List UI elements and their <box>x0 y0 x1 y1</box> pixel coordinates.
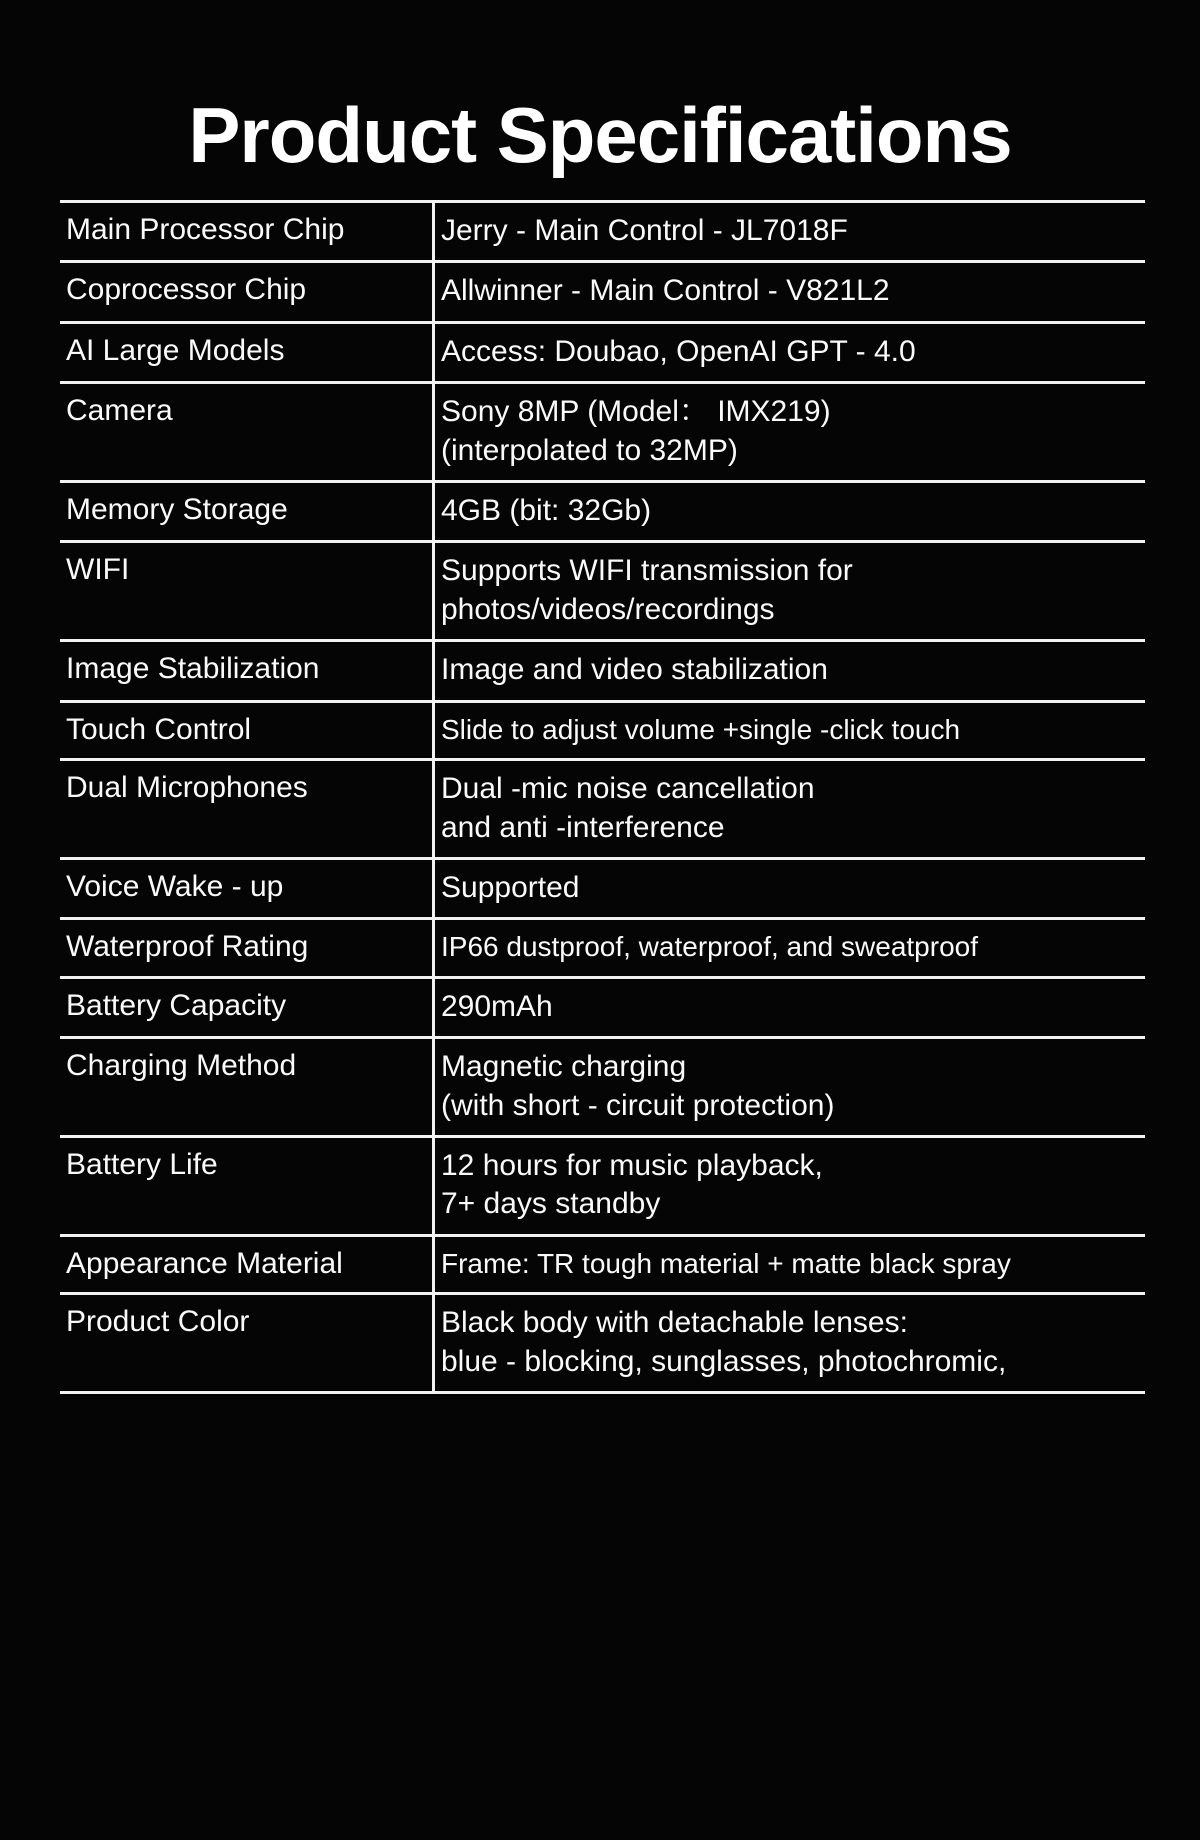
spec-value <box>434 760 1146 859</box>
spec-value <box>434 1235 1146 1294</box>
spec-label: Touch Control <box>60 701 434 760</box>
spec-label: WIFI <box>60 542 434 641</box>
spec-value-line: Sony 8MP (Model： IMX219) <box>441 395 831 429</box>
spec-label: Battery Capacity <box>60 977 434 1037</box>
spec-label: Battery Life <box>60 1137 434 1236</box>
table-row <box>60 383 1145 482</box>
spec-value <box>434 542 1146 641</box>
spec-value-line: Jerry - Main Control - JL7018F <box>441 214 848 247</box>
spec-value <box>434 322 1146 382</box>
spec-value-line: Slide to adjust volume +single -click touch <box>441 713 961 745</box>
table-row <box>60 1137 1145 1236</box>
spec-label: Appearance Material <box>60 1235 434 1294</box>
spec-label: AI Large Models <box>60 322 434 382</box>
table-row <box>60 701 1145 760</box>
table-row <box>60 542 1145 641</box>
spec-label: Waterproof Rating <box>60 919 434 978</box>
spec-value <box>434 383 1146 482</box>
spec-value-line: 4GB (bit: 32Gb) <box>441 493 652 527</box>
spec-value-line: and anti -interference <box>441 810 725 844</box>
spec-value <box>434 202 1146 262</box>
spec-value-line: Dual -mic noise cancellation <box>441 772 815 806</box>
spec-label: Coprocessor Chip <box>60 262 434 322</box>
spec-value-line: (with short - circuit protection) <box>441 1088 835 1122</box>
spec-value-line: 7+ days standby <box>441 1187 661 1221</box>
spec-label: Dual Microphones <box>60 760 434 859</box>
specifications-table <box>60 200 1145 1394</box>
spec-value-line: Frame: TR tough material + matte black spray <box>441 1247 1011 1279</box>
spec-value-line: Magnetic charging <box>441 1050 687 1084</box>
spec-value <box>434 701 1146 760</box>
table-row <box>60 322 1145 382</box>
spec-value-line: (interpolated to 32MP) <box>441 433 738 467</box>
spec-value-line: 290mAh <box>441 989 553 1023</box>
spec-value <box>434 1038 1146 1137</box>
table-row <box>60 202 1145 262</box>
spec-value <box>434 262 1146 322</box>
spec-value-line: photos/videos/recordings <box>441 592 775 626</box>
spec-value <box>434 481 1146 541</box>
table-row <box>60 1294 1145 1393</box>
table-row <box>60 858 1145 918</box>
spec-value <box>434 919 1146 978</box>
table-row <box>60 1038 1145 1137</box>
table-row <box>60 641 1145 701</box>
spec-label: Image Stabilization <box>60 641 434 701</box>
table-row <box>60 977 1145 1037</box>
spec-label: Product Color <box>60 1294 434 1393</box>
spec-value <box>434 977 1146 1037</box>
spec-value-line: blue - blocking, sunglasses, photochromic, <box>441 1344 1007 1378</box>
spec-value-line: Supports WIFI transmission for <box>441 554 853 588</box>
spec-value-line: 12 hours for music playback, <box>441 1149 823 1183</box>
spec-value-line: Image and video stabilization <box>441 653 828 687</box>
table-row <box>60 919 1145 978</box>
spec-value <box>434 1294 1146 1393</box>
table-row <box>60 1235 1145 1294</box>
spec-label: Main Processor Chip <box>60 202 434 262</box>
spec-value <box>434 1137 1146 1236</box>
page-title: Product Specifications <box>188 91 1012 179</box>
spec-label: Camera <box>60 383 434 482</box>
spec-value-line: Black body with detachable lenses: <box>441 1306 908 1340</box>
spec-value-line: Supported <box>441 870 580 904</box>
spec-label: Memory Storage <box>60 481 434 541</box>
specifications-table-body <box>60 202 1145 1393</box>
spec-value-line: Allwinner - Main Control - V821L2 <box>441 274 890 308</box>
spec-label: Charging Method <box>60 1038 434 1137</box>
table-row <box>60 760 1145 859</box>
spec-value <box>434 641 1146 701</box>
spec-value-line: IP66 dustproof, waterproof, and sweatproof <box>441 931 978 963</box>
spec-value-line: Access: Doubao, OpenAI GPT - 4.0 <box>441 334 916 368</box>
spec-value <box>434 858 1146 918</box>
spec-label: Voice Wake - up <box>60 858 434 918</box>
table-row <box>60 262 1145 322</box>
table-row <box>60 481 1145 541</box>
